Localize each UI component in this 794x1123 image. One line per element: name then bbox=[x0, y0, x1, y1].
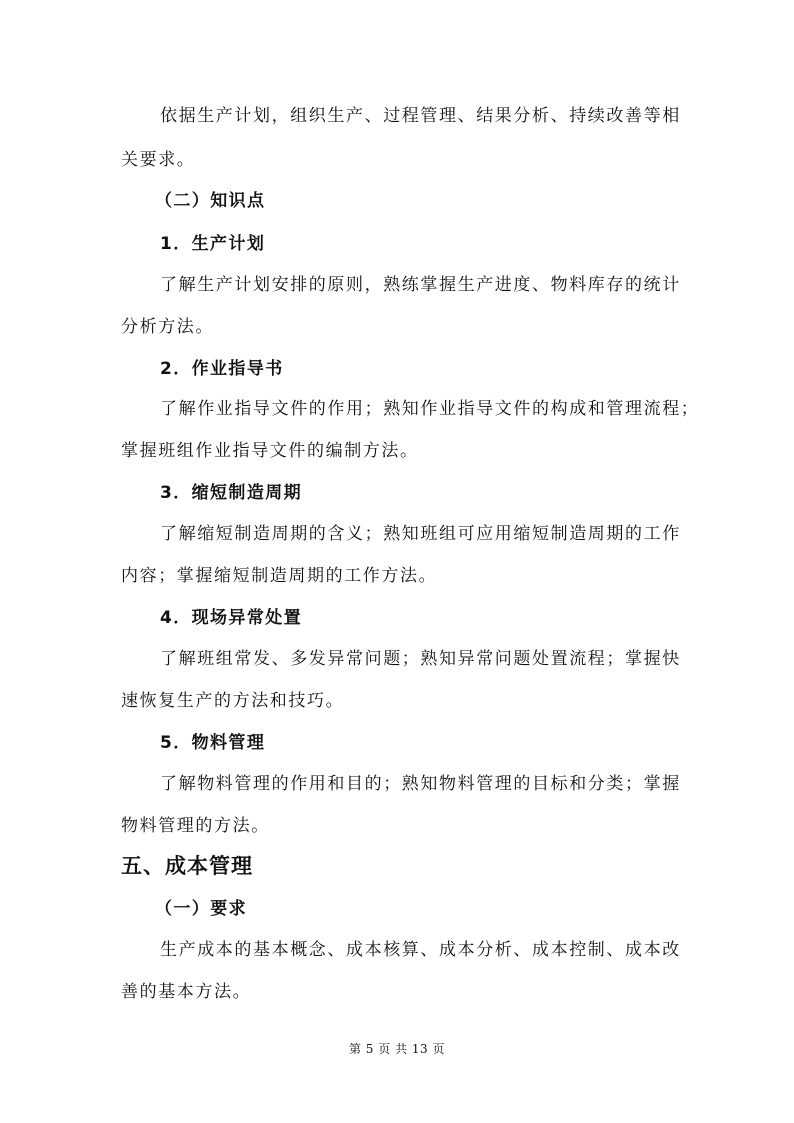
page-footer bbox=[0, 1040, 794, 1057]
item-2-line-1: 了解作业指导文件的作用；熟知作业指导文件的构成和管理流程； bbox=[160, 399, 700, 419]
requirement-heading: （一）要求 bbox=[155, 899, 247, 919]
item-2-title: 2．作业指导书 bbox=[160, 359, 284, 379]
item-1-line-2: 分析方法。 bbox=[121, 317, 214, 337]
knowledge-heading: （二）知识点 bbox=[155, 191, 266, 211]
item-1-line-1: 了解生产计划安排的原则，熟练掌握生产进度、物料库存的统计 bbox=[160, 275, 681, 295]
footer-prefix: 第 bbox=[348, 1042, 362, 1056]
section-5-line-1: 生产成本的基本概念、成本核算、成本分析、成本控制、成本改 bbox=[160, 940, 681, 960]
item-3-line-2: 内容；掌握缩短制造周期的工作方法。 bbox=[121, 566, 438, 586]
item-5-line-1: 了解物料管理的作用和目的；熟知物料管理的目标和分类；掌握 bbox=[160, 774, 681, 794]
item-3-line-1: 了解缩短制造周期的含义；熟知班组可应用缩短制造周期的工作 bbox=[160, 524, 681, 544]
section-5-title: 五、成本管理 bbox=[121, 854, 253, 878]
footer-middle: 页 共 bbox=[378, 1042, 408, 1056]
intro-line-2: 关要求。 bbox=[121, 150, 196, 170]
item-5-line-2: 物料管理的方法。 bbox=[121, 816, 270, 836]
item-4-line-2: 速恢复生产的方法和技巧。 bbox=[121, 691, 345, 711]
footer-page-number: 5 bbox=[365, 1042, 374, 1056]
item-1-title: 1．生产计划 bbox=[160, 234, 266, 254]
item-5-title: 5．物料管理 bbox=[160, 733, 266, 753]
intro-line-1: 依据生产计划，组织生产、过程管理、结果分析、持续改善等相 bbox=[160, 106, 681, 126]
item-4-line-1: 了解班组常发、多发异常问题；熟知异常问题处置流程；掌握快 bbox=[160, 649, 681, 669]
footer-total-pages: 13 bbox=[411, 1042, 429, 1056]
footer-suffix: 页 bbox=[432, 1042, 446, 1056]
item-3-title: 3．缩短制造周期 bbox=[160, 483, 303, 503]
item-2-line-2: 掌握班组作业指导文件的编制方法。 bbox=[121, 441, 419, 461]
item-4-title: 4．现场异常处置 bbox=[160, 608, 303, 628]
section-5-line-2: 善的基本方法。 bbox=[121, 982, 252, 1002]
